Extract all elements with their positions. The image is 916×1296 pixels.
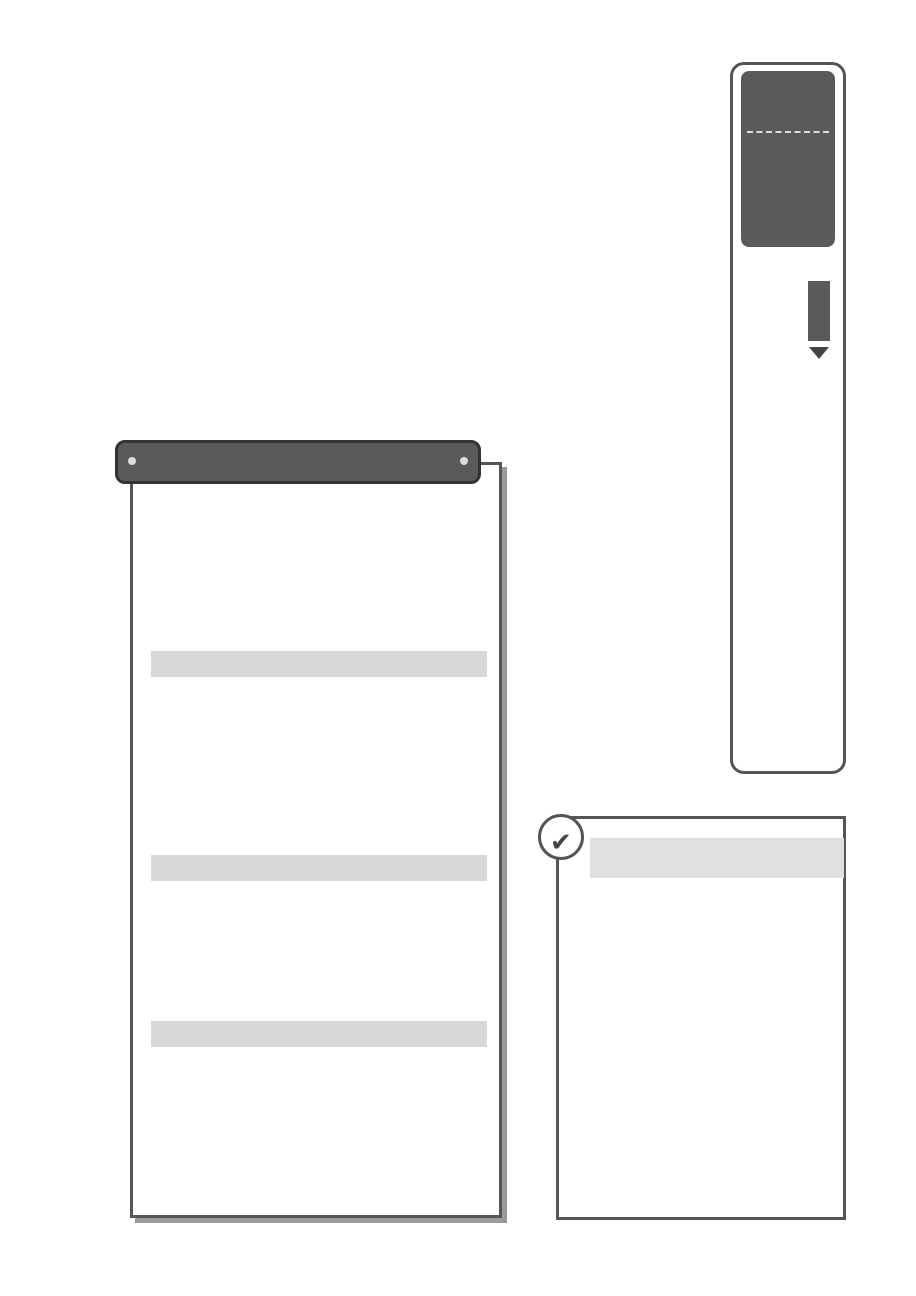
keyword-arrow-icon: [809, 347, 829, 359]
keyword-badge: [808, 281, 830, 341]
strategy-title: [115, 440, 481, 484]
file-number-badge: [741, 71, 835, 247]
file-tab: [730, 62, 846, 774]
checkmark-icon: ✔: [550, 828, 572, 858]
check-title: [590, 838, 844, 878]
file-separator: [747, 131, 829, 133]
caution-header: [151, 1021, 487, 1047]
strategy-box: [130, 462, 502, 1218]
method-header: [151, 855, 487, 881]
timing-header: [151, 651, 487, 677]
check-badge: [530, 804, 598, 864]
